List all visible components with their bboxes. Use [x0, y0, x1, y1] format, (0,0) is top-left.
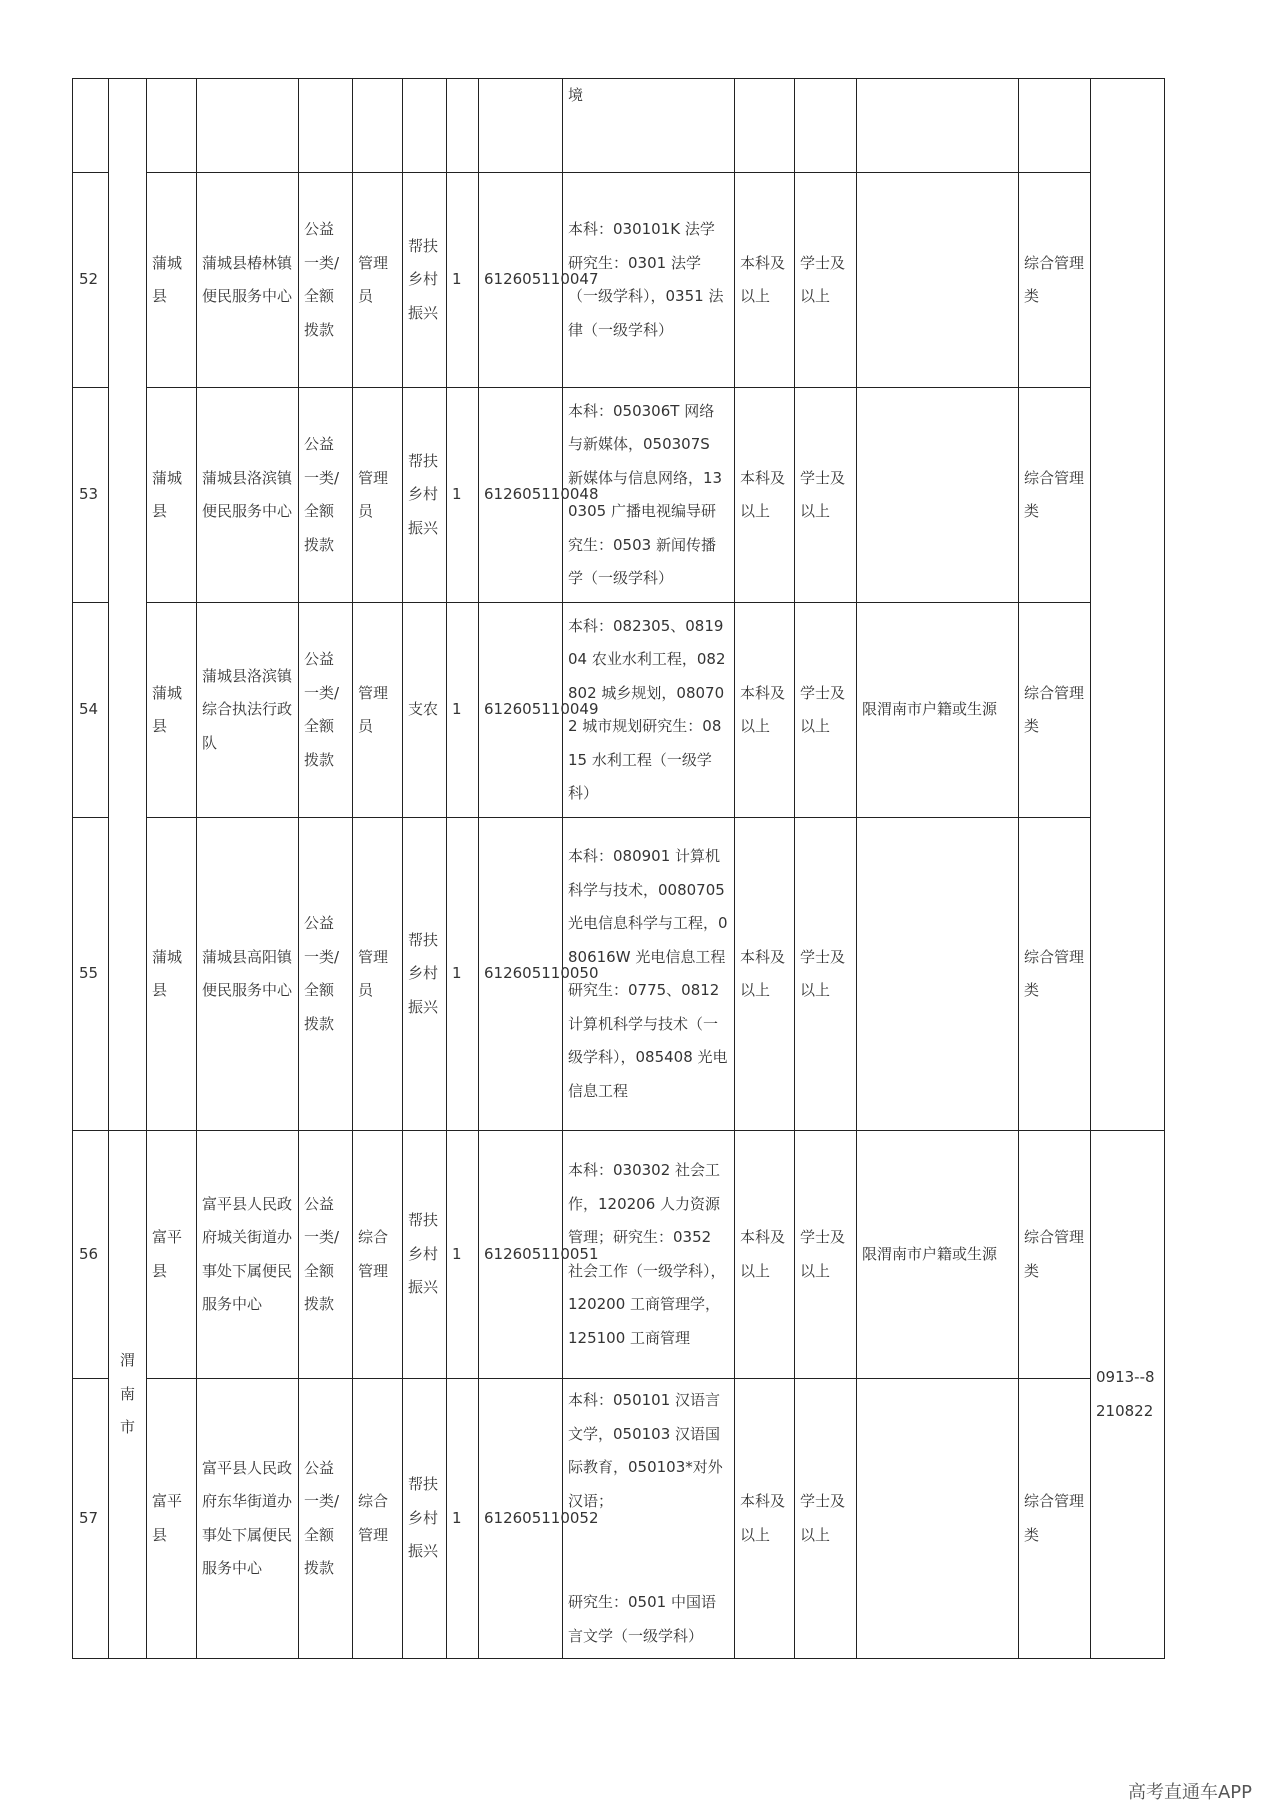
other-cell: 限渭南市户籍或生源 — [857, 603, 1019, 818]
type-cell: 公益一类/全额拨款 — [299, 388, 353, 603]
seq-cell: 55 — [73, 818, 109, 1131]
plan-cell: 帮扶乡村振兴 — [403, 1379, 447, 1659]
seq-cell — [73, 79, 109, 173]
degree-cell: 学士及以上 — [795, 173, 857, 388]
type-cell: 公益一类/全额拨款 — [299, 603, 353, 818]
major-cell: 境 — [563, 79, 735, 173]
type-cell: 公益一类/全额拨款 — [299, 1379, 353, 1659]
county-cell: 蒲城县 — [147, 173, 197, 388]
degree-cell: 学士及以上 — [795, 603, 857, 818]
seq-cell: 56 — [73, 1131, 109, 1379]
other-cell — [857, 1379, 1019, 1659]
unit-cell: 蒲城县椿林镇便民服务中心 — [197, 173, 299, 388]
unit-cell: 蒲城县高阳镇便民服务中心 — [197, 818, 299, 1131]
edu-cell: 本科及以上 — [735, 388, 795, 603]
count-cell: 1 — [447, 388, 479, 603]
seq-cell: 53 — [73, 388, 109, 603]
county-cell: 蒲城县 — [147, 818, 197, 1131]
seq-cell: 57 — [73, 1379, 109, 1659]
post-cell: 综合管理 — [353, 1379, 403, 1659]
post-cell: 管理员 — [353, 388, 403, 603]
county-cell: 富平县 — [147, 1379, 197, 1659]
edu-cell: 本科及以上 — [735, 173, 795, 388]
count-cell: 1 — [447, 603, 479, 818]
count-cell: 1 — [447, 1131, 479, 1379]
exam-cell: 综合管理类 — [1019, 818, 1091, 1131]
table-row — [73, 1379, 1165, 1659]
type-cell: 公益一类/全额拨款 — [299, 1131, 353, 1379]
unit-cell: 富平县人民政府东华街道办事处下属便民服务中心 — [197, 1379, 299, 1659]
exam-cell: 综合管理类 — [1019, 1131, 1091, 1379]
plan-cell — [403, 79, 447, 173]
table-row — [73, 388, 1165, 603]
type-cell: 公益一类/全额拨款 — [299, 173, 353, 388]
code-cell: 612605110049 — [479, 603, 563, 818]
table-row — [73, 79, 1165, 173]
type-cell — [299, 79, 353, 173]
edu-cell: 本科及以上 — [735, 603, 795, 818]
plan-cell: 帮扶乡村振兴 — [403, 173, 447, 388]
table-row — [73, 1131, 1165, 1379]
plan-cell: 帮扶乡村振兴 — [403, 818, 447, 1131]
post-cell: 管理员 — [353, 818, 403, 1131]
seq-cell: 54 — [73, 603, 109, 818]
code-cell: 612605110047 — [479, 173, 563, 388]
exam-cell — [1019, 79, 1091, 173]
post-cell: 管理员 — [353, 173, 403, 388]
code-cell: 612605110048 — [479, 388, 563, 603]
unit-cell — [197, 79, 299, 173]
degree-cell: 学士及以上 — [795, 1131, 857, 1379]
code-cell: 612605110051 — [479, 1131, 563, 1379]
edu-cell — [735, 79, 795, 173]
major-cell: 本科：030101K 法学研究生：0301 法学（一级学科），0351 法律（一级学科） — [563, 173, 735, 388]
count-cell: 1 — [447, 1379, 479, 1659]
county-cell: 富平县 — [147, 1131, 197, 1379]
edu-cell: 本科及以上 — [735, 1131, 795, 1379]
post-cell — [353, 79, 403, 173]
major-cell: 本科：030302 社会工作，120206 人力资源管理；研究生：0352 社会工作（一级学科），120200 工商管理学，125100 工商管理 — [563, 1131, 735, 1379]
plan-cell: 帮扶乡村振兴 — [403, 388, 447, 603]
edu-cell: 本科及以上 — [735, 818, 795, 1131]
code-cell: 612605110052 — [479, 1379, 563, 1659]
count-cell — [447, 79, 479, 173]
plan-cell: 支农 — [403, 603, 447, 818]
type-cell: 公益一类/全额拨款 — [299, 818, 353, 1131]
seq-cell: 52 — [73, 173, 109, 388]
exam-cell: 综合管理类 — [1019, 173, 1091, 388]
degree-cell: 学士及以上 — [795, 818, 857, 1131]
count-cell: 1 — [447, 173, 479, 388]
unit-cell: 富平县人民政府城关街道办事处下属便民服务中心 — [197, 1131, 299, 1379]
degree-cell: 学士及以上 — [795, 388, 857, 603]
exam-cell: 综合管理类 — [1019, 1379, 1091, 1659]
other-cell — [857, 79, 1019, 173]
major-grad: 研究生：0501 中国语言文学（一级学科） — [568, 1593, 716, 1645]
phone-cell-top — [1091, 79, 1165, 1131]
table-row — [73, 173, 1165, 388]
major-cell: 本科：082305、081904 农业水利工程，082802 城乡规划，080702 城市规划研究生：0815 水利工程（一级学科） — [563, 603, 735, 818]
plan-cell: 帮扶乡村振兴 — [403, 1131, 447, 1379]
unit-cell: 蒲城县洛滨镇综合执法行政队 — [197, 603, 299, 818]
code-cell — [479, 79, 563, 173]
major-cell: 本科：080901 计算机科学与技术，0080705 光电信息科学与工程，080616W 光电信息工程研究生：0775、0812 计算机科学与技术（一级学科），085408 光电信息工程 — [563, 818, 735, 1131]
county-cell — [147, 79, 197, 173]
table-row — [73, 818, 1165, 1131]
other-cell: 限渭南市户籍或生源 — [857, 1131, 1019, 1379]
post-cell: 综合管理 — [353, 1131, 403, 1379]
other-cell — [857, 388, 1019, 603]
table-row — [73, 603, 1165, 818]
county-cell: 蒲城县 — [147, 603, 197, 818]
watermark: 高考直通车APP — [1127, 1782, 1252, 1803]
other-cell — [857, 818, 1019, 1131]
major-cell: 本科：050306T 网络与新媒体，050307S 新媒体与信息网络，130305 广播电视编导研究生：0503 新闻传播学（一级学科） — [563, 388, 735, 603]
edu-cell: 本科及以上 — [735, 1379, 795, 1659]
post-cell: 管理员 — [353, 603, 403, 818]
code-cell: 612605110050 — [479, 818, 563, 1131]
exam-cell: 综合管理类 — [1019, 603, 1091, 818]
city-cell: 渭南市 — [109, 1131, 147, 1659]
unit-cell: 蒲城县洛滨镇便民服务中心 — [197, 388, 299, 603]
exam-cell: 综合管理类 — [1019, 388, 1091, 603]
county-cell: 蒲城县 — [147, 388, 197, 603]
major-undergrad: 本科：050101 汉语言文学，050103 汉语国际教育，050103*对外汉语； — [568, 1391, 723, 1510]
other-cell — [857, 173, 1019, 388]
recruitment-table — [72, 78, 1165, 1659]
count-cell: 1 — [447, 818, 479, 1131]
degree-cell: 学士及以上 — [795, 1379, 857, 1659]
phone-cell: 0913--8210822 — [1091, 1131, 1165, 1659]
city-cell-top — [109, 79, 147, 1131]
degree-cell — [795, 79, 857, 173]
